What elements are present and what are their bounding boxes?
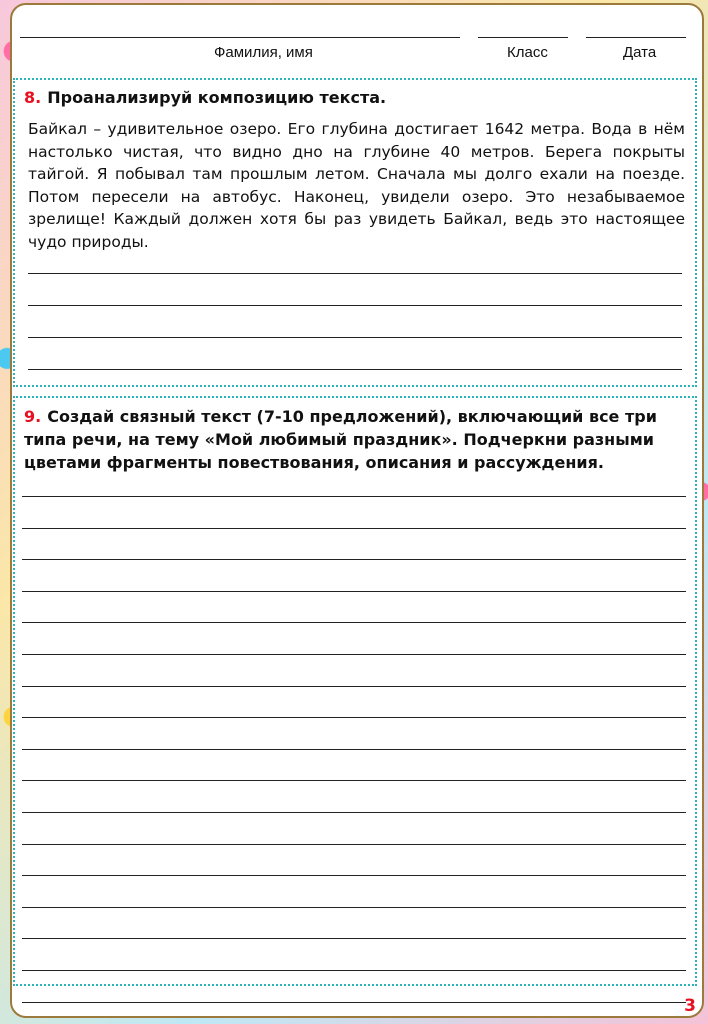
class-line — [478, 37, 568, 38]
answer-line[interactable] — [22, 717, 686, 718]
answer-line[interactable] — [22, 528, 686, 529]
task-8-instruction: Проанализируй композицию текста. — [47, 88, 387, 107]
name-label: Фамилия, имя — [214, 44, 313, 61]
bottom-line — [22, 1002, 686, 1003]
answer-line[interactable] — [22, 591, 686, 592]
answer-line[interactable] — [22, 686, 686, 687]
answer-line[interactable] — [22, 622, 686, 623]
answer-line[interactable] — [22, 907, 686, 908]
page-number: 3 — [684, 996, 696, 1016]
task-8-number: 8. — [24, 88, 42, 107]
answer-line[interactable] — [22, 970, 686, 971]
name-line — [20, 37, 460, 38]
answer-line[interactable] — [22, 875, 686, 876]
class-label: Класс — [507, 44, 548, 61]
task-9-title — [24, 405, 690, 474]
task-8-passage: Байкал – удивительное озеро. Его глубина достигает 1642 метра. Вода в нём настолько чистая, что видно дно на глубине 40 метров. Берега покрыты тайгой. Я побывал там прошлым летом. Сначала мы долго ехали на поезде. Потом пересели на автобус. Наконец, увидели озеро. Это незабываемое зрелище! Каждый должен хотя бы раз увидеть Байкал, ведь это настоящее чудо природы. — [28, 120, 685, 251]
date-label: Дата — [623, 44, 657, 61]
answer-line[interactable] — [22, 844, 686, 845]
answer-line[interactable] — [28, 337, 682, 338]
answer-line[interactable] — [28, 305, 682, 306]
answer-line[interactable] — [22, 654, 686, 655]
answer-line[interactable] — [22, 559, 686, 560]
answer-line[interactable] — [28, 369, 682, 370]
answer-line[interactable] — [22, 749, 686, 750]
task-9-instruction: Создай связный текст (7-10 предложений), включающий все три типа речи, на тему «Мой любимый праздник». Подчеркни разными цветами фрагменты повествования, описания и рассуждения. — [24, 407, 657, 472]
answer-line[interactable] — [22, 812, 686, 813]
date-line — [586, 37, 686, 38]
answer-line[interactable] — [22, 780, 686, 781]
answer-line[interactable] — [22, 496, 686, 497]
task-9-box — [13, 396, 697, 986]
task-9-number: 9. — [24, 407, 42, 426]
answer-line[interactable] — [28, 273, 682, 274]
answer-line[interactable] — [22, 938, 686, 939]
task-8-title — [24, 86, 684, 109]
